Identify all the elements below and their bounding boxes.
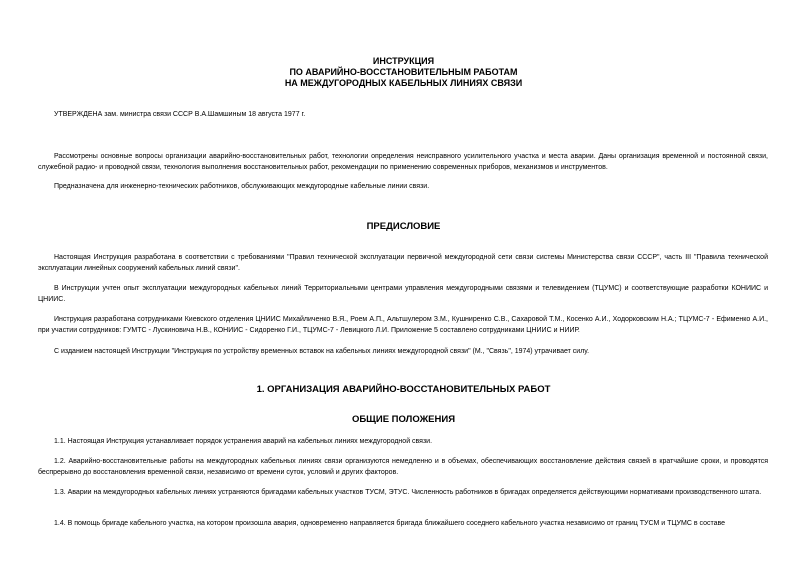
abstract-paragraph-2: Предназначена для инженерно-технических работников, обслуживающих междугородные кабельные линии связи. <box>54 183 430 190</box>
preface-paragraph-3: Инструкция разработана сотрудниками Киевского отделения ЦНИИС Михайличенко В.Я., Роем А.П., Альтшулером З.М., Кушниренко С.В., Сахаровой Т.М., Косенко А.И., Ходорковским Н.А.; ТЦУМС-7 - Ефименко А.И., при участии сотрудников: ГУМТС - Лускиновича Н.В., КОНИИС - Сидоренко Г.И., ТЦУМС-7 - Левицкого Л.И. Приложение 5 составлено сотрудниками ЦНИИС и НИИР. <box>38 316 768 334</box>
preface-paragraph-4: С изданием настоящей Инструкции "Инструкция по устройству временных вставок на кабельных линиях междугородной связи" (М., "Связь", 1974) утрачивает силу. <box>54 348 590 355</box>
section-1-subheading: ОБЩИЕ ПОЛОЖЕНИЯ <box>351 414 456 425</box>
preface-paragraph-1: Настоящая Инструкция разработана в соответствии с требованиями "Правил технической эксплуатации первичной междугородной сети связи системы Министерства связи СССР", часть III "Правила технической эксплуатации линейных сооружений кабельных линий связи". <box>38 254 768 272</box>
clause-1-2: 1.2. Аварийно-восстановительные работы на междугородных кабельных линиях связи организуются немедленно и в объемах, обеспечивающих восстановление действия связей в кратчайшие сроки, и проводятся беспрерывно до восстановления временной связи, независимо от времени суток, условий и других факторов. <box>38 458 768 476</box>
preface-heading: ПРЕДИСЛОВИЕ <box>366 221 441 232</box>
abstract-paragraph-1: Рассмотрены основные вопросы организации аварийно-восстановительных работ, технологии определения неисправного усилительного участка и места аварии. Даны организация временной и постоянной связи, служебной радио- и проводной связи, технология выполнения восстановительных работ, рекомендации по применению современных приборов, механизмов и инструментов. <box>38 153 768 171</box>
section-1-heading: 1. ОРГАНИЗАЦИЯ АВАРИЙНО-ВОССТАНОВИТЕЛЬНЫХ РАБОТ <box>256 384 551 395</box>
clause-1-4: 1.4. В помощь бригаде кабельного участка, на котором произошла авария, одновременно направляется бригада ближайшего соседнего кабельного участка независимо от границ ТУСМ и ТЦУМС в составе <box>54 520 726 527</box>
clause-1-3: 1.3. Аварии на междугородных кабельных линиях устраняются бригадами кабельных участков ТУСМ, ЭТУС. Численность работников в бригадах определяется действующими нормативами производственного штата. <box>54 489 762 496</box>
document-title-line-2: ПО АВАРИЙНО-ВОССТАНОВИТЕЛЬНЫМ РАБОТАМ <box>289 67 518 77</box>
document-title-line-1: ИНСТРУКЦИЯ <box>372 56 435 66</box>
preface-paragraph-2: В Инструкции учтен опыт эксплуатации междугородных кабельных линий Территориальными центрами управления междугородными связями и телевидением (ТЦУМС) и соответствующие разработки КОНИИС и ЦНИИС. <box>38 285 768 303</box>
document-title-line-3: НА МЕЖДУГОРОДНЫХ КАБЕЛЬНЫХ ЛИНИЯХ СВЯЗИ <box>284 78 523 88</box>
clause-1-1: 1.1. Настоящая Инструкция устанавливает порядок устранения аварий на кабельных линиях междугородной связи. <box>54 438 433 445</box>
approval-note: УТВЕРЖДЕНА зам. министра связи СССР В.А.Шамшиным 18 августа 1977 г. <box>54 111 306 118</box>
